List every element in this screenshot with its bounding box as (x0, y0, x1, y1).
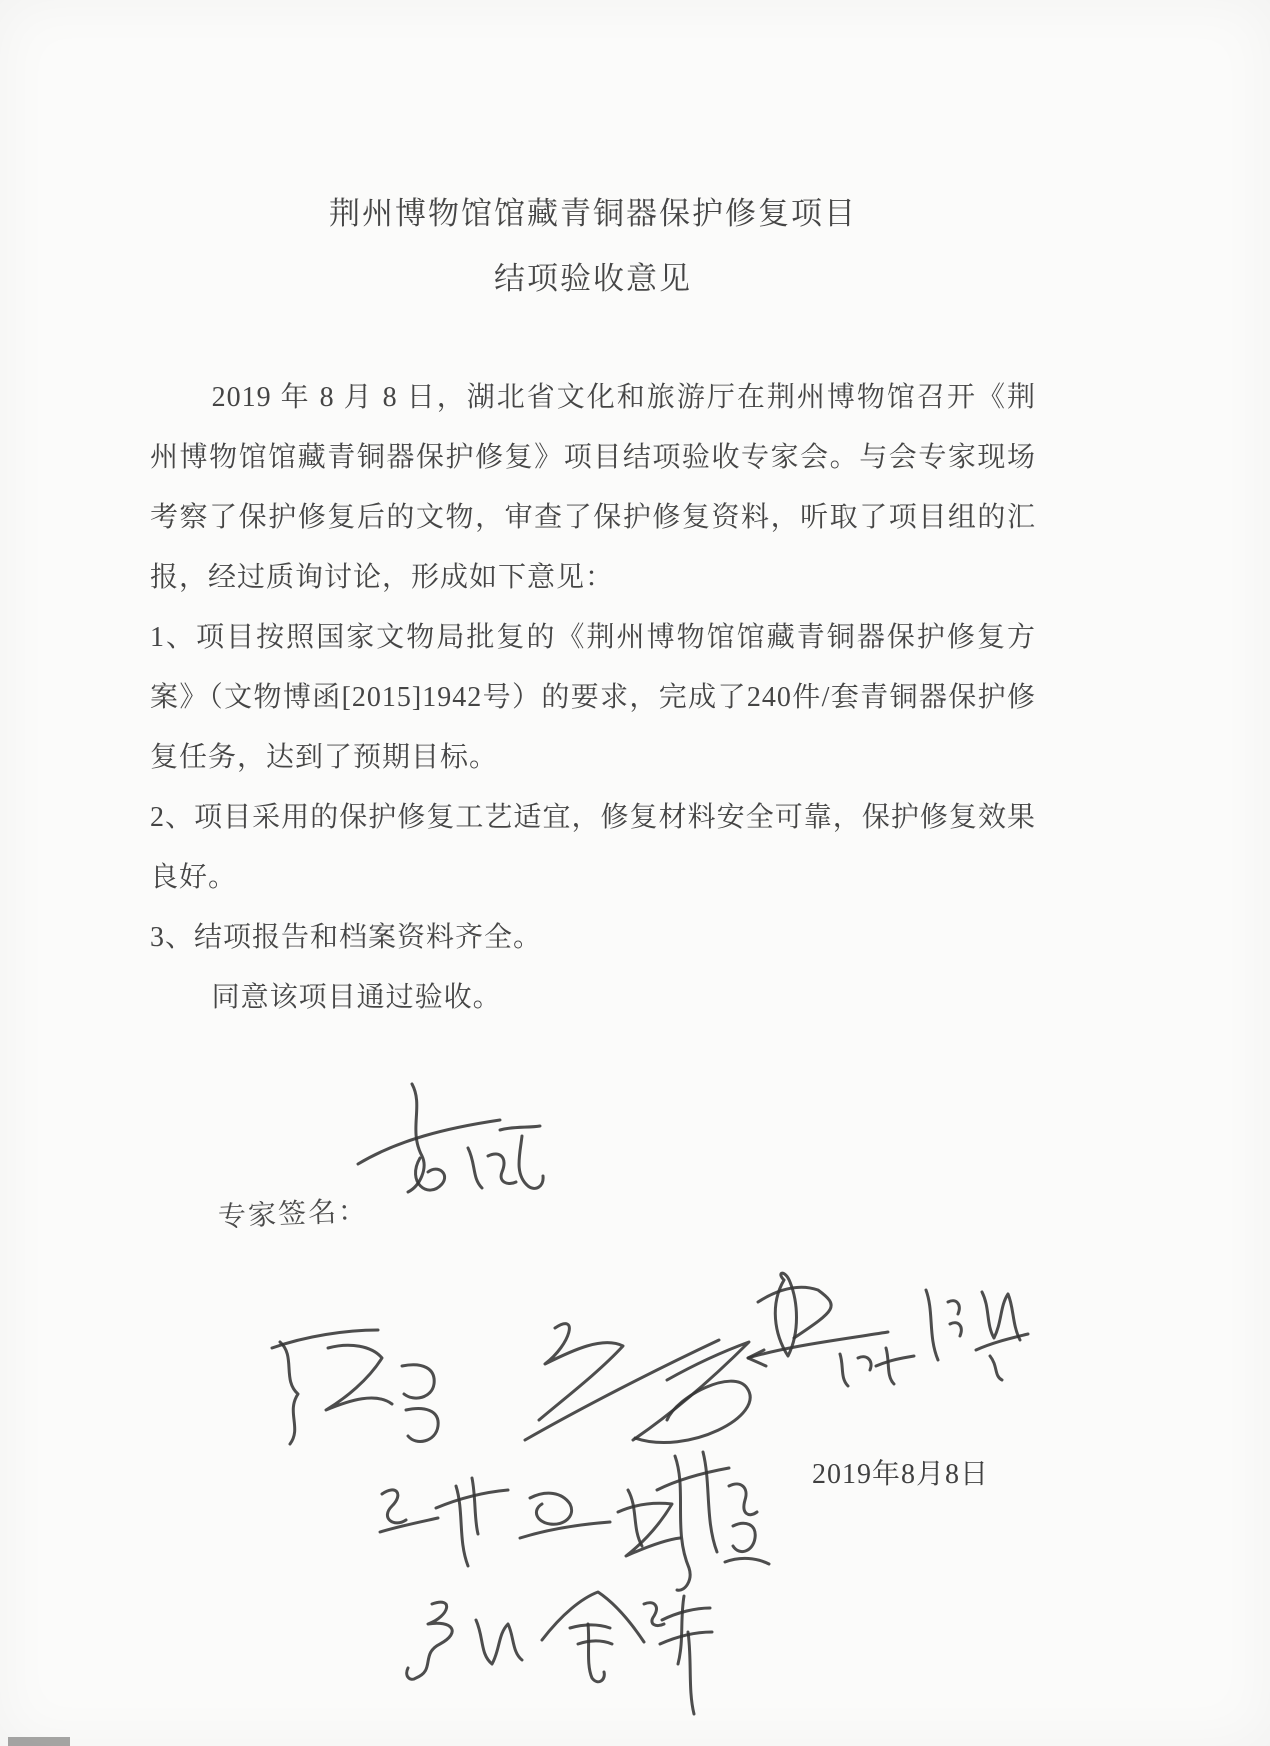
signature-4-handwriting (688, 1262, 918, 1412)
acceptance-date: 2019年8月8日 (812, 1459, 990, 1490)
signature-5-handwriting (898, 1272, 1033, 1384)
intro-paragraph: 2019 年 8 月 8 日，湖北省文化和旅游厅在荆州博物馆召开《荆州博物馆馆藏青铜器保护修复》项目结项验收专家会。与会专家现场考察了保护修复后的文物，审查了保护修复资料，听取了项目组的汇报，经过质询讨论，形成如下意见： (150, 382, 1036, 593)
signature-1-handwriting (350, 1078, 545, 1206)
scan-edge-artifact (8, 1737, 70, 1746)
document-subtitle: 结项验收意见 (494, 261, 692, 296)
opinion-item-2: 2、项目采用的保护修复工艺适宜，修复材料安全可靠，保护修复效果良好。 (150, 802, 1036, 893)
signature-label: 专家签名： (217, 1195, 369, 1234)
document-title: 荆州博物馆馆藏青铜器保护修复项目 (329, 196, 857, 231)
opinion-item-3: 3、结项报告和档案资料齐全。 (150, 922, 543, 953)
signature-2-handwriting (262, 1320, 472, 1470)
conclusion-line: 同意该项目通过验收。 (211, 982, 502, 1013)
signature-8-handwriting (392, 1580, 722, 1730)
opinion-item-1: 1、项目按照国家文物局批复的《荆州博物馆馆藏青铜器保护修复方案》（文物博函[2015]1942号）的要求，完成了240件/套青铜器保护修复任务，达到了预期目标。 (150, 622, 1036, 773)
